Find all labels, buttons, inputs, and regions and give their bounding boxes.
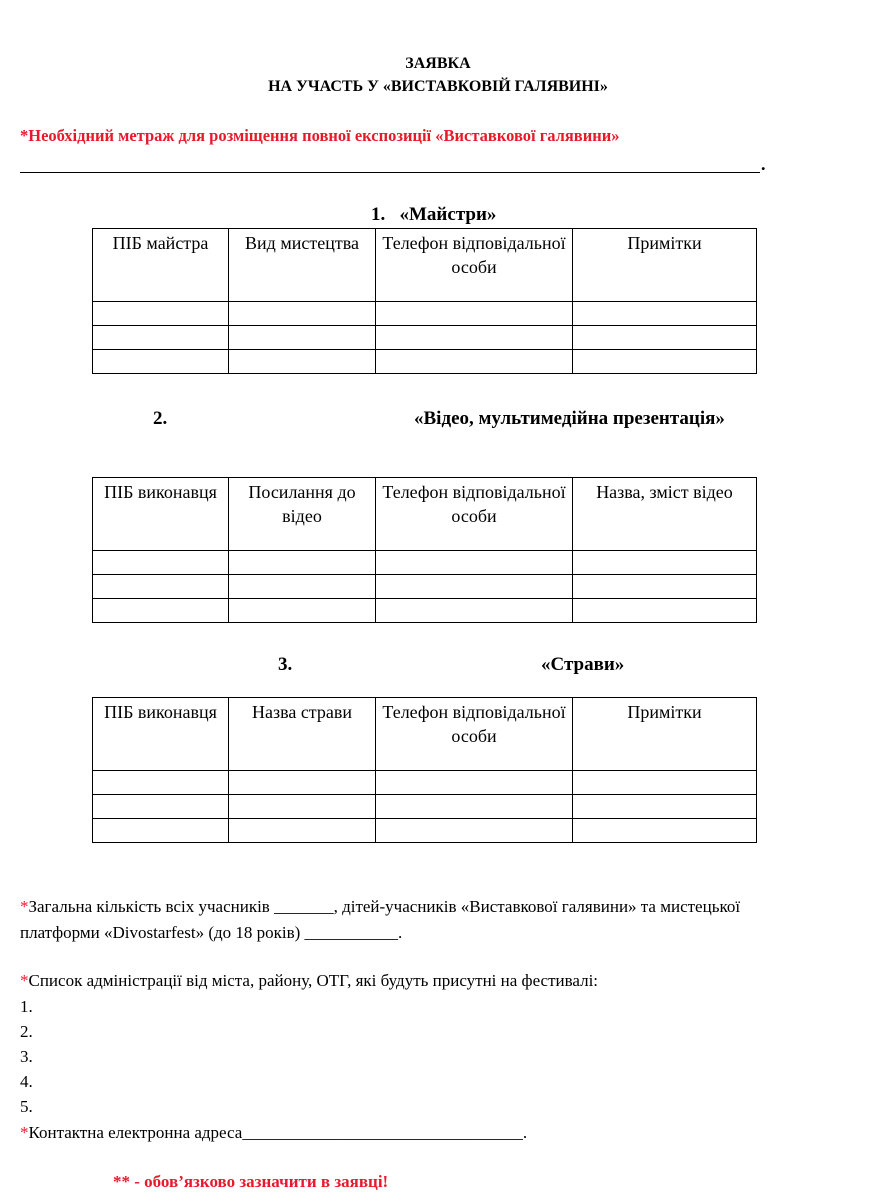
- table-row: [93, 575, 757, 599]
- col-header: Назва, зміст відео: [573, 478, 757, 551]
- table-cell[interactable]: [376, 551, 573, 575]
- doc-subtitle: НА УЧАСТЬ У «ВИСТАВКОВІЙ ГАЛЯВИНІ»: [268, 78, 608, 95]
- table-cell[interactable]: [573, 302, 757, 326]
- table-cell[interactable]: [573, 771, 757, 795]
- participants-text-line2: платформи «Divostarfest» (до 18 років) ___________.: [20, 923, 403, 942]
- table-cell[interactable]: [376, 795, 573, 819]
- table-cell[interactable]: [229, 795, 376, 819]
- table-cell[interactable]: [229, 326, 376, 350]
- table-cell[interactable]: [93, 819, 229, 843]
- col-header: Примітки: [573, 229, 757, 302]
- section-1-number: 1.: [371, 204, 386, 225]
- table-row: [93, 795, 757, 819]
- table-cell[interactable]: [376, 599, 573, 623]
- col-header: Вид мистецтва: [229, 229, 376, 302]
- required-asterisk: *: [20, 126, 29, 145]
- list-item: 3.: [20, 1047, 33, 1066]
- table-cell[interactable]: [229, 819, 376, 843]
- table-cell[interactable]: [229, 302, 376, 326]
- contact-email-line: [20, 1120, 527, 1145]
- table-row: [93, 551, 757, 575]
- section-1-heading: [371, 204, 496, 226]
- table-cell[interactable]: [93, 350, 229, 374]
- mandatory-note: ** - обов’язково зазначити в заявці!: [113, 1172, 389, 1191]
- table-header-row: [93, 478, 757, 551]
- doc-title: ЗАЯВКА: [405, 55, 471, 72]
- required-area-label: [20, 126, 619, 146]
- table-row: [93, 302, 757, 326]
- table-cell[interactable]: [93, 326, 229, 350]
- table-row: [93, 819, 757, 843]
- table-cell[interactable]: [229, 551, 376, 575]
- table-cell[interactable]: [229, 599, 376, 623]
- col-header: Телефон відповідальної особи: [376, 229, 573, 302]
- required-area-text: Необхідний метраж для розміщення повної експозиції «Виставкової галявини»: [28, 126, 620, 145]
- video-table: [92, 477, 757, 623]
- table-cell[interactable]: [93, 771, 229, 795]
- table-cell[interactable]: [573, 350, 757, 374]
- table-cell[interactable]: [229, 350, 376, 374]
- table-cell[interactable]: [376, 771, 573, 795]
- table-cell[interactable]: [93, 599, 229, 623]
- table-cell[interactable]: [573, 819, 757, 843]
- table-cell[interactable]: [573, 326, 757, 350]
- table-cell[interactable]: [376, 302, 573, 326]
- list-item: 2.: [20, 1022, 33, 1041]
- section-3-title: «Страви»: [541, 654, 625, 675]
- col-header: Телефон відповідальної особи: [376, 698, 573, 771]
- table-cell[interactable]: [93, 575, 229, 599]
- section-2-number: 2.: [153, 408, 168, 429]
- table-cell[interactable]: [376, 575, 573, 599]
- required-asterisk: *: [20, 971, 29, 990]
- required-asterisk: *: [20, 1123, 29, 1142]
- area-line-end-dot: .: [761, 154, 766, 174]
- table-header-row: [93, 229, 757, 302]
- contact-email-text: Контактна електронна адреса_________________________________.: [28, 1123, 528, 1142]
- participants-count-line: [20, 894, 740, 919]
- table-cell[interactable]: [229, 771, 376, 795]
- table-cell[interactable]: [573, 551, 757, 575]
- table-cell[interactable]: [93, 551, 229, 575]
- table-cell[interactable]: [573, 575, 757, 599]
- required-asterisk: *: [20, 897, 29, 916]
- table-cell[interactable]: [573, 795, 757, 819]
- table-header-row: [93, 698, 757, 771]
- section-1-title: «Майстри»: [399, 204, 497, 225]
- area-fill-line[interactable]: [20, 172, 760, 173]
- table-cell[interactable]: [376, 350, 573, 374]
- table-cell[interactable]: [93, 302, 229, 326]
- col-header: ПІБ виконавця: [93, 478, 229, 551]
- col-header: Назва страви: [229, 698, 376, 771]
- table-row: [93, 326, 757, 350]
- col-header: ПІБ майстра: [93, 229, 229, 302]
- participants-text-line1: Загальна кількість всіх учасників _______, дітей-учасників «Виставкової галявини» та мистецької: [28, 897, 741, 916]
- col-header: Примітки: [573, 698, 757, 771]
- table-cell[interactable]: [93, 795, 229, 819]
- section-3-number: 3.: [278, 654, 293, 675]
- col-header: Посилання до відео: [229, 478, 376, 551]
- masters-table: [92, 228, 757, 374]
- list-item: 5.: [20, 1097, 33, 1116]
- section-2-title: «Відео, мультимедійна презентація»: [414, 408, 725, 429]
- dishes-table: [92, 697, 757, 843]
- list-item: 4.: [20, 1072, 33, 1091]
- table-cell[interactable]: [376, 326, 573, 350]
- table-cell[interactable]: [573, 599, 757, 623]
- admin-list-heading: [20, 968, 598, 993]
- table-row: [93, 771, 757, 795]
- col-header: ПІБ виконавця: [93, 698, 229, 771]
- table-cell[interactable]: [229, 575, 376, 599]
- admin-heading-text: Список адміністрації від міста, району, ОТГ, які будуть присутні на фестивалі:: [28, 971, 599, 990]
- col-header: Телефон відповідальної особи: [376, 478, 573, 551]
- list-item: 1.: [20, 997, 33, 1016]
- table-row: [93, 350, 757, 374]
- table-cell[interactable]: [376, 819, 573, 843]
- table-row: [93, 599, 757, 623]
